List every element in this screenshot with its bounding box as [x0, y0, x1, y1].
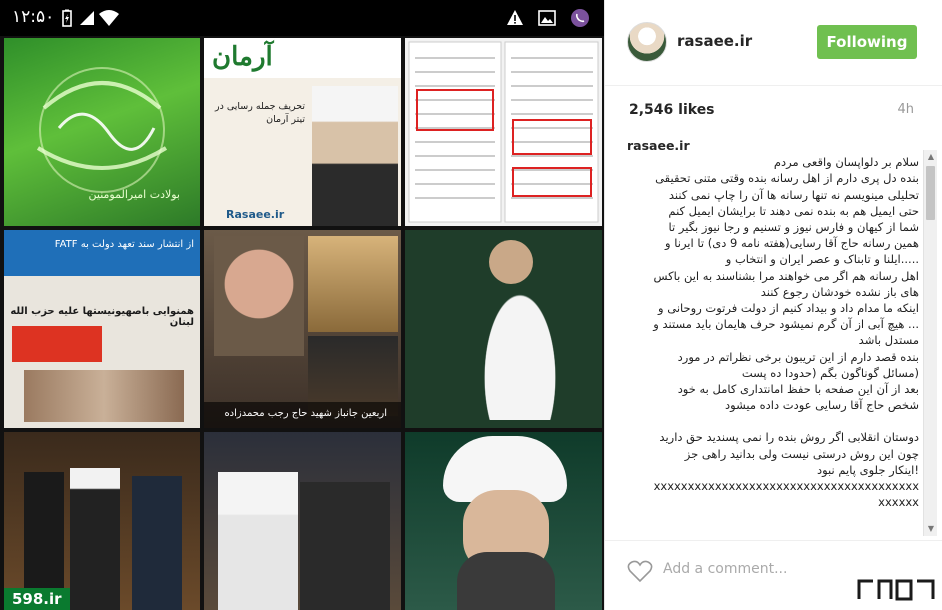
- caption-line: شما از کیهان و فارس نیوز و تسنیم و رجا نیوز بگیر تا: [668, 220, 919, 235]
- caption-line: بنده دل پری دارم از اهل رسانه بنده وقتی متنی تحقیقی: [655, 171, 919, 186]
- caption-line: سلام بر دلواپسان واقعی مردم: [773, 155, 919, 170]
- grid-image-prayer: [405, 230, 602, 428]
- caption-line: !اینکار جلوی پایم نبود: [816, 462, 919, 477]
- newspaper-title: آرمان: [212, 42, 273, 72]
- grid-image-ceremony: [4, 432, 200, 610]
- document-scan: [405, 38, 602, 226]
- battery-icon: [58, 9, 76, 27]
- likes-count[interactable]: 2,546 likes: [629, 102, 715, 118]
- cell-text: از انتشار سند تعهد دولت به FATF: [54, 239, 194, 250]
- caption-line: بعد از آن این صفحه با حفظ امانتداری کامل به خود: [677, 382, 919, 397]
- caption-line: اینکه ما مدام داد و بیداد کنیم از دولت فرتوت روحانی و: [658, 301, 919, 316]
- grid-image-portrait: [405, 432, 602, 610]
- post-panel: [604, 0, 942, 610]
- heart-icon[interactable]: [627, 559, 653, 583]
- caption-line: مستدل باشد: [858, 333, 919, 348]
- caption-line: چون این روش درستی نیست ولی بدانید راهی جز: [684, 446, 919, 461]
- caption-line: xxxxxx: [878, 495, 919, 510]
- grid-image-document: [405, 38, 602, 226]
- comment-input[interactable]: Add a comment...: [663, 561, 788, 577]
- grid-image-un: [204, 432, 401, 610]
- cell-text: بولادت امیرالمومنین: [88, 188, 180, 201]
- following-button[interactable]: Following: [817, 25, 917, 59]
- logo-598: [853, 571, 941, 607]
- caption-line: های باز نشده خودشان رجوع کنند: [760, 284, 919, 299]
- gallery-icon: [538, 9, 556, 27]
- site-label: Rasaee.ir: [226, 208, 285, 221]
- post-username[interactable]: rasaee.ir: [677, 32, 753, 50]
- caption-line: بنده قصد دارم از این تریبون برخی نظراتم در مورد: [677, 349, 919, 364]
- caption-line: (مسائل گوناگون بگم (حدودا ده پست: [741, 365, 919, 380]
- cell-text: تحریف جمله رسایی در تیتر آرمان: [215, 101, 305, 125]
- grid-image-9dey: [4, 230, 200, 428]
- post-image-grid: [4, 38, 602, 606]
- comment-bar: [605, 540, 942, 610]
- caption-line: اهل رسانه هم اگر می خواهند مرا بشناسند به این باکس: [653, 268, 919, 283]
- grid-image-arman: [204, 38, 401, 226]
- grid-image-eid: [4, 38, 200, 226]
- signal-icon: [78, 9, 96, 27]
- caption-line: ... هیچ آبی از آن گرم نمیشود حرف هایمان باید مستند و: [653, 317, 919, 332]
- caption-line: حتی ایمیل هم به بنده نمی دهند تا برایشان ایمیل کنم: [668, 203, 919, 218]
- avatar[interactable]: [627, 22, 667, 62]
- grid-image-veteran: [204, 230, 401, 428]
- post-age[interactable]: 4h: [897, 102, 914, 117]
- caption-line: شخص حاج آقا رسایی عودت داده میشود: [725, 398, 919, 413]
- caption-scrollbar[interactable]: [923, 150, 937, 536]
- scroll-down-icon[interactable]: ▼: [927, 524, 935, 533]
- caption-line: دوستان انقلابی اگر روش بنده را نمی پسندید حق دارید: [659, 430, 919, 445]
- site-watermark: 598.ir: [4, 588, 70, 610]
- caption-line: همین رسانه حاج آقا رسایی(هفته نامه 9 دی) تا ایرنا و: [665, 236, 919, 251]
- caption-line: xxxxxxxxxxxxxxxxxxxxxxxxxxxxxxxxxxxxxxx: [653, 479, 919, 494]
- status-bar: [0, 0, 604, 36]
- cell-headline: همنوایی باصهیونیستها علیه حزب الله لبنان: [10, 306, 194, 328]
- viber-icon: [570, 8, 590, 28]
- cell-caption: اربعین جانباز شهید حاج رجب محمدزاده: [224, 408, 387, 419]
- caption-username[interactable]: rasaee.ir: [627, 138, 690, 153]
- caption-line: .....ایلنا و تابناک و عصر ایران و انتخاب و: [725, 252, 919, 267]
- post-header: [605, 0, 942, 86]
- post-caption: [627, 138, 919, 532]
- warning-icon: [506, 9, 524, 27]
- scroll-thumb[interactable]: [926, 166, 935, 220]
- clock: ۱۲:۵۰: [12, 7, 55, 27]
- caption-line: تحلیلی مینویسم نه تنها رسانه ها آن را چاپ نمی کنند: [668, 187, 919, 202]
- caption-gap: [627, 413, 919, 429]
- scroll-up-icon[interactable]: ▲: [927, 152, 935, 161]
- wifi-icon: [98, 9, 120, 27]
